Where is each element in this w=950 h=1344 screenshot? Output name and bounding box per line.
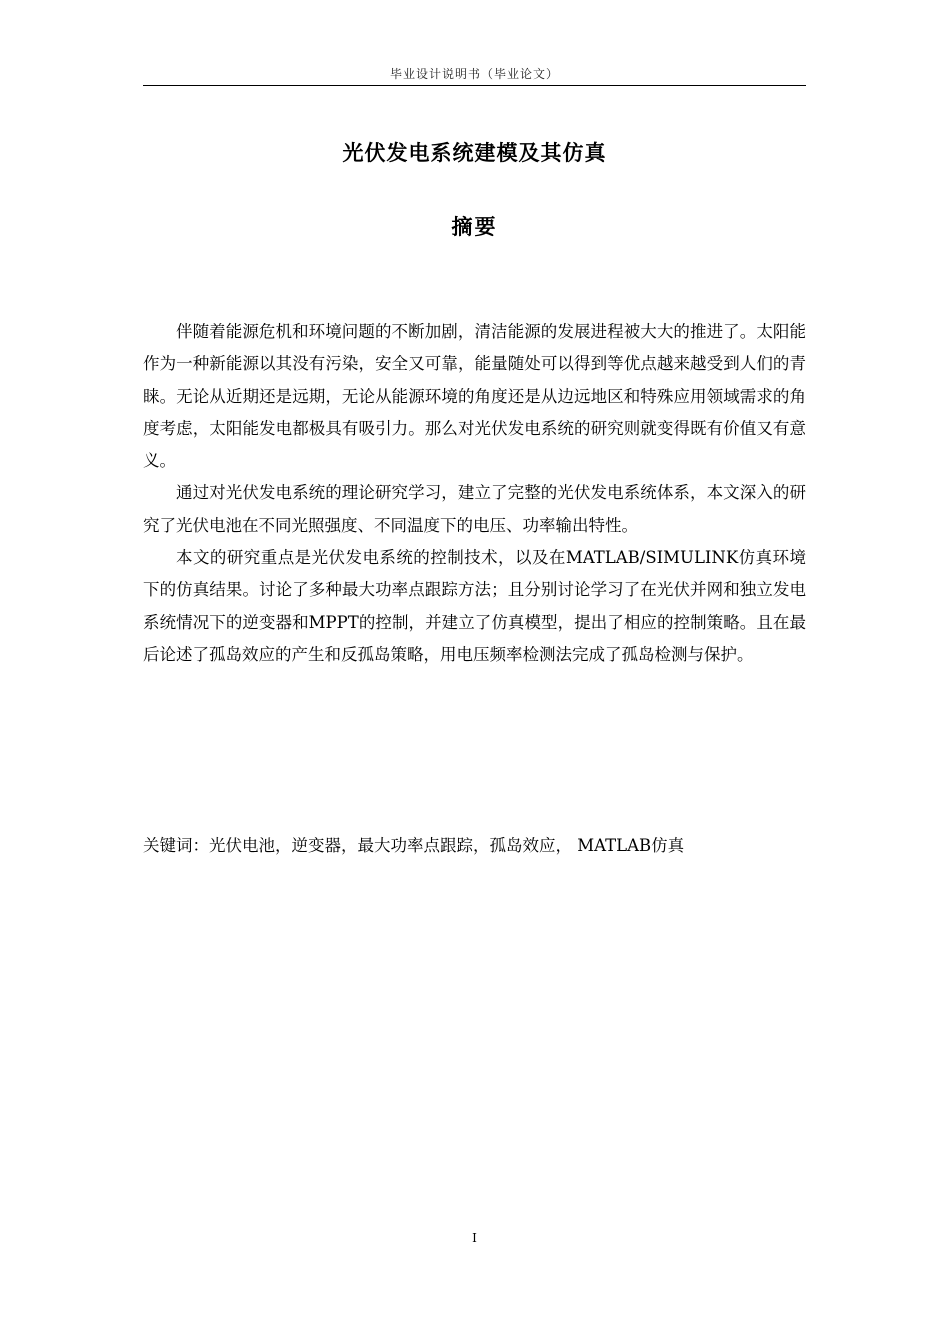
abstract-paragraph: 通过对光伏发电系统的理论研究学习，建立了完整的光伏发电系统体系，本文深入的研究了光伏电池在不同光照强度、不同温度下的电压、功率输出特性。 — [143, 483, 806, 535]
document-title: 光伏发电系统建模及其仿真 — [342, 141, 607, 165]
running-header: 毕业设计说明书（毕业论文） — [389, 67, 559, 81]
keywords-line: 关键词：光伏电池，逆变器，最大功率点跟踪，孤岛效应， MATLAB仿真 — [143, 836, 685, 855]
abstract-body — [143, 316, 806, 671]
abstract-paragraph: 本文的研究重点是光伏发电系统的控制技术，以及在MATLAB/SIMULINK仿真环境下的仿真结果。讨论了多种最大功率点跟踪方法；且分别讨论学习了在光伏并网和独立发电系统情况下的逆变器和MPPT的控制，并建立了仿真模型，提出了相应的控制策略。且在最后论述了孤岛效应的产生和反孤岛策略，用电压频率检测法完成了孤岛检测与保护。 — [143, 548, 806, 664]
page-number: I — [472, 1231, 477, 1245]
header-rule — [143, 85, 806, 86]
abstract-heading: 摘要 — [451, 215, 498, 239]
abstract-paragraph: 伴随着能源危机和环境问题的不断加剧，清洁能源的发展进程被大大的推进了。太阳能作为一种新能源以其没有污染，安全又可靠，能量随处可以得到等优点越来越受到人们的青睐。无论从近期还是远期，无论从能源环境的角度还是从边远地区和特殊应用领域需求的角度考虑，太阳能发电都极具有吸引力。那么对光伏发电系统的研究则就变得既有价值又有意义。 — [143, 322, 806, 471]
